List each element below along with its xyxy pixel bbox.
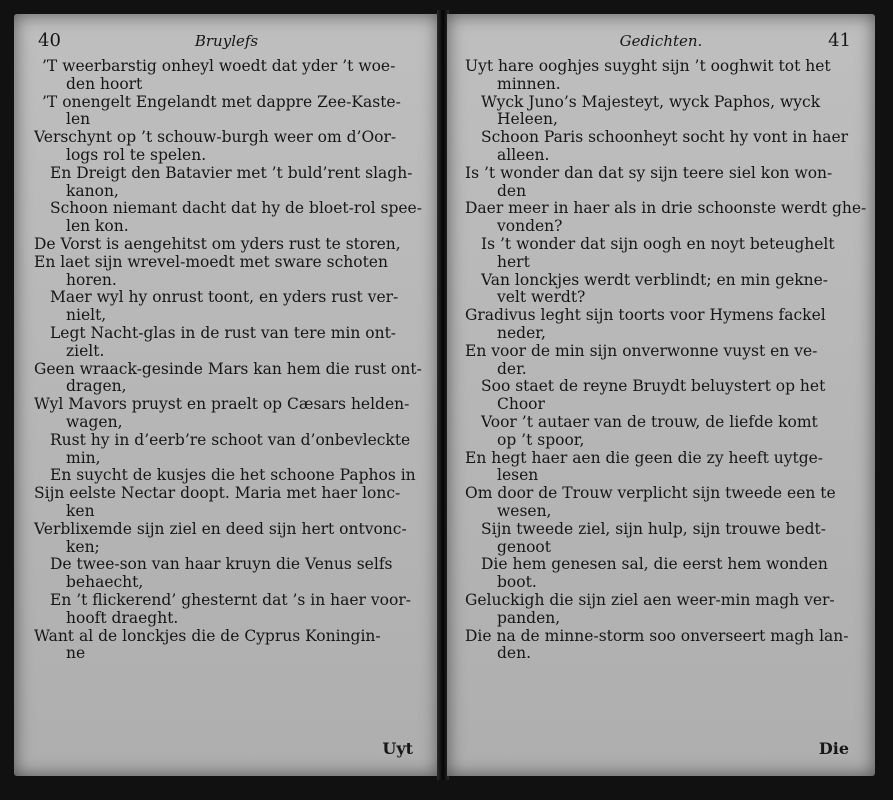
- verse-line: En suycht de kusjes die het schoone Paphos in: [50, 466, 416, 485]
- verse-line: min,: [66, 448, 101, 467]
- verse-line: den hoort: [66, 74, 143, 93]
- verse-line: wesen,: [497, 501, 552, 520]
- verse-line: Van lonckjes werdt verblindt; en min gekne-: [481, 270, 829, 289]
- verse-line: Verschynt op ’t schouw-burgh weer om d’Oor-: [34, 128, 397, 147]
- verse-line: Om door de Trouw verplicht sijn tweede een te: [465, 484, 836, 503]
- page-number: 40: [38, 30, 61, 51]
- verse-line: Sijn eelste Nectar doopt. Maria met haer lonc-: [34, 484, 401, 503]
- verse-line: alleen.: [497, 145, 550, 164]
- verse-line: ne: [66, 644, 86, 663]
- verse-line: velt werdt?: [497, 288, 586, 307]
- verse-line: En ’t flickerend’ ghesternt dat ’s in haer voor-: [50, 590, 411, 609]
- verse-line: horen.: [66, 270, 117, 289]
- verse-line: Verblixemde sijn ziel en deed sijn hert ontvonc-: [34, 519, 407, 538]
- verse-line: dragen,: [66, 377, 127, 396]
- verse-line: Geen wraack-gesinde Mars kan hem die rust ont-: [34, 359, 422, 378]
- verse-line: panden,: [497, 608, 561, 627]
- verse-line: ken: [66, 501, 95, 520]
- verse-line: behaecht,: [66, 573, 144, 592]
- verse-line: minnen.: [497, 74, 561, 93]
- verse-line: wagen,: [66, 412, 123, 431]
- catchword: Uyt: [382, 739, 413, 758]
- verse-line: Gradivus leght sijn toorts voor Hymens fackel: [465, 306, 826, 325]
- verse-line: len kon.: [66, 217, 129, 236]
- left-page-header: [14, 30, 439, 58]
- left-page: [14, 14, 439, 776]
- verse-line: logs rol te spelen.: [66, 145, 207, 164]
- poem-text-left: [34, 58, 427, 663]
- verse-line: Wyck Juno’s Majesteyt, wyck Paphos, wyck: [481, 92, 821, 111]
- verse-line: Die hem genesen sal, die eerst hem wonden: [481, 555, 828, 574]
- verse-line: hooft draeght.: [66, 608, 179, 627]
- verse-line: den.: [497, 644, 532, 663]
- running-head: Gedichten.: [619, 32, 703, 50]
- verse-line: Choor: [497, 395, 545, 414]
- verse-line: De twee-son van haar kruyn die Venus selfs: [50, 555, 393, 574]
- verse-line: Die na de minne-storm soo onverseert magh lan-: [465, 626, 849, 645]
- catchword: Die: [818, 739, 849, 758]
- verse-line: Heleen,: [497, 110, 558, 129]
- verse-line: nielt,: [66, 306, 107, 325]
- verse-line: En Dreigt den Batavier met ’t buld’rent slagh-: [50, 163, 413, 182]
- verse-line: Schoon niemant dacht dat hy de bloet-rol spee-: [50, 199, 422, 218]
- verse-line: Is ’t wonder dan dat sy sijn teere siel kon won-: [465, 163, 833, 182]
- verse-line: zielt.: [66, 341, 105, 360]
- verse-line: Is ’t wonder dat sijn oogh en noyt beteughelt: [481, 234, 835, 253]
- verse-line: den: [497, 181, 527, 200]
- verse-line: Legt Nacht-glas in de rust van tere min ont-: [50, 323, 397, 342]
- verse-line: En hegt haer aen die geen die zy heeft uytge-: [465, 448, 824, 467]
- verse-line: Maer wyl hy onrust toont, en yders rust ver-: [50, 288, 399, 307]
- verse-line: Voor ’t autaer van de trouw, de liefde komt: [481, 412, 818, 431]
- verse-line: Soo staet de reyne Bruydt beluystert op het: [481, 377, 826, 396]
- poem-text-right: [465, 57, 867, 663]
- verse-line: ’T onengelt Engelandt met dappre Zee-Kaste-: [42, 92, 401, 111]
- verse-line: genoot: [497, 537, 551, 556]
- right-page: [447, 14, 875, 776]
- verse-line: Wyl Mavors pruyst en praelt op Cæsars helden-: [34, 395, 410, 414]
- verse-line: boot.: [497, 573, 537, 592]
- verse-line: Daer meer in haer als in drie schoonste werdt ghe-: [465, 199, 867, 218]
- verse-line: Uyt hare ooghjes suyght sijn ’t ooghwit tot het: [465, 57, 831, 75]
- verse-line: len: [66, 110, 91, 129]
- verse-line: Schoon Paris schoonheyt socht hy vont in haer: [481, 128, 849, 147]
- verse-line: Sijn tweede ziel, sijn hulp, sijn trouwe bedt-: [481, 519, 827, 538]
- verse-line: op ’t spoor,: [497, 430, 585, 449]
- right-page-header: [447, 30, 875, 58]
- verse-line: der.: [497, 359, 527, 378]
- verse-line: hert: [497, 252, 530, 271]
- verse-line: lesen: [497, 466, 539, 485]
- verse-line: ken;: [66, 537, 100, 556]
- verse-line: En laet sijn wrevel-moedt met sware schoten: [34, 252, 388, 271]
- running-head: Bruylefs: [194, 32, 259, 50]
- verse-line: En voor de min sijn onverwonne vuyst en ve-: [465, 341, 818, 360]
- verse-line: neder,: [497, 323, 546, 342]
- verse-line: Rust hy in d’eerb’re schoot van d’onbevleckte: [50, 430, 411, 449]
- page-number: 41: [828, 30, 851, 51]
- verse-line: kanon,: [66, 181, 119, 200]
- verse-line: ’T weerbarstig onheyl woedt dat yder ’t woe-: [42, 57, 396, 75]
- verse-line: vonden?: [497, 217, 563, 236]
- verse-line: Want al de lonckjes die de Cyprus Koningin-: [34, 626, 381, 645]
- verse-line: De Vorst is aengehitst om yders rust te storen,: [34, 234, 401, 253]
- verse-line: Geluckigh die sijn ziel aen weer-min magh ver-: [465, 590, 835, 609]
